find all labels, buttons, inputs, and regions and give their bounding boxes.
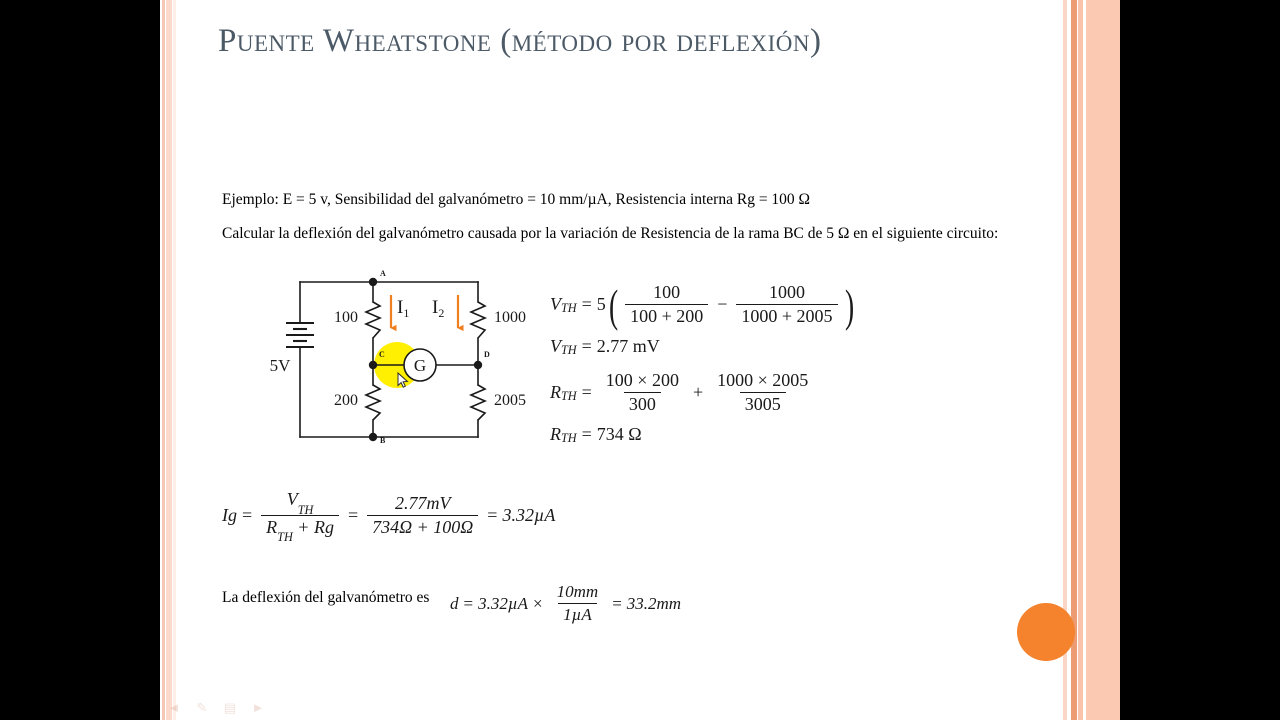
- resistor-2005-label: 2005: [494, 392, 526, 409]
- deflection-equals-1: =: [463, 593, 474, 613]
- deflection-var: d: [450, 593, 459, 613]
- equation-ig: [222, 489, 556, 545]
- ig-equals-1: =: [242, 504, 253, 525]
- rth-sub: TH: [561, 388, 577, 403]
- node-c-label: C: [379, 350, 385, 359]
- rth-result-equals: =: [581, 424, 592, 444]
- vth-var: V: [550, 294, 561, 314]
- equation-rth: [550, 370, 817, 415]
- left-stripe-1: [162, 0, 165, 720]
- deflection-frac-denominator: 1µA: [558, 603, 597, 625]
- ig-equals-2: =: [347, 504, 359, 525]
- vth-result-equals: =: [581, 336, 592, 356]
- rth-f1-numerator: 100 × 200: [605, 370, 679, 390]
- left-stripe-2: [166, 0, 172, 720]
- rth-var: R: [550, 382, 561, 402]
- ig-fraction-symbolic: [261, 489, 339, 545]
- vth-f1-numerator: 100: [653, 282, 681, 302]
- vth-f1-denominator: 100 + 200: [625, 304, 708, 327]
- vth-fraction-2: [736, 282, 837, 327]
- deflection-frac-numerator: 10mm: [556, 582, 599, 601]
- deflection-sensitivity-fraction: [552, 582, 604, 625]
- rth-fraction-2: [712, 370, 813, 415]
- battery-symbol: [286, 323, 314, 347]
- rth-fraction-1: [601, 370, 684, 415]
- current-i2-label: $I_2$: [432, 297, 445, 320]
- orange-accent-circle: [1017, 603, 1075, 661]
- rth-f1-denominator: 300: [624, 392, 661, 415]
- ig-f1-numerator: $V_{TH}$: [286, 489, 314, 517]
- close-paren: ): [844, 280, 854, 332]
- equation-rth-result: [550, 424, 642, 445]
- vth-result-value: 2.77 mV: [596, 336, 660, 356]
- ig-equals-3: =: [487, 504, 498, 525]
- left-stripe-3: [173, 0, 176, 720]
- vth-sub: TH: [561, 300, 577, 315]
- deflection-current: 3.32µA: [478, 593, 529, 613]
- ig-result: 3.32µA: [502, 504, 556, 525]
- vth-f2-numerator: 1000: [768, 282, 805, 302]
- rth-equals: =: [581, 382, 592, 402]
- deflection-times: ×: [533, 593, 543, 613]
- presentation-toolbar[interactable]: [166, 700, 266, 714]
- rth-result-var: R: [550, 424, 561, 444]
- node-d-label: D: [484, 350, 490, 359]
- rth-result-sub: TH: [561, 430, 577, 445]
- previous-slide-icon[interactable]: ◄: [167, 699, 181, 715]
- vth-f2-denominator: 1000 + 2005: [736, 304, 837, 327]
- vth-result-sub: TH: [561, 342, 577, 357]
- ig-fraction-numeric: [367, 493, 478, 538]
- resistor-200-label: 200: [334, 392, 358, 409]
- galvanometer-label: G: [413, 356, 427, 375]
- right-stripe-2: [1071, 0, 1077, 720]
- vth-result-var: V: [550, 336, 561, 356]
- rth-f2-numerator: 1000 × 2005: [717, 370, 809, 390]
- wheatstone-bridge-circuit: [250, 265, 540, 455]
- problem-statement-paragraph: Calcular la deflexión del galvanómetro causada por la variación de Resistencia de la rama BC de 5 Ω en el siguiente circuito:: [222, 225, 999, 242]
- vth-equals: =: [581, 294, 592, 314]
- node-b-label: B: [380, 436, 386, 445]
- deflection-result: 33.2mm: [626, 593, 682, 613]
- node-a-label: A: [380, 269, 386, 278]
- deflection-label: La deflexión del galvanómetro es: [222, 589, 430, 606]
- ig-f2-numerator: 2.77mV: [394, 492, 451, 513]
- ig-f2-denominator: 734Ω + 100Ω: [367, 515, 478, 538]
- example-paragraph: Ejemplo: E = 5 v, Sensibilidad del galvanómetro = 10 mm/µA, Resistencia interna Rg = 100 Ω: [222, 191, 811, 208]
- equation-deflection: [450, 582, 681, 625]
- battery-voltage-label: 5V: [269, 356, 291, 375]
- current-i1-label: $I_1$: [397, 297, 410, 320]
- slide-title: Puente Wheatstone (método por deflexión): [218, 23, 822, 59]
- equation-vth: [550, 280, 857, 332]
- vth-fraction-1: [625, 282, 708, 327]
- resistor-1000-label: 1000: [494, 309, 526, 326]
- open-paren: (: [608, 280, 619, 332]
- equation-vth-result: [550, 336, 660, 357]
- right-stripe-3: [1078, 0, 1083, 720]
- rth-plus: +: [692, 382, 704, 402]
- slide-menu-icon[interactable]: ▤: [223, 699, 237, 715]
- deflection-equals-2: =: [612, 593, 622, 613]
- pen-tool-icon[interactable]: ✎: [196, 699, 208, 715]
- rth-result-value: 734 Ω: [596, 424, 642, 444]
- vth-minus: −: [717, 294, 728, 314]
- vth-coefficient: 5: [596, 294, 606, 314]
- resistor-100-label: 100: [334, 309, 358, 326]
- ig-f1-denominator: $R_{TH} + Rg$: [261, 515, 339, 542]
- ig-label: Ig: [222, 504, 237, 525]
- right-stripe-4: [1086, 0, 1120, 720]
- next-slide-icon[interactable]: ►: [251, 699, 265, 715]
- rth-f2-denominator: 3005: [740, 392, 786, 415]
- presentation-slide: [160, 0, 1120, 720]
